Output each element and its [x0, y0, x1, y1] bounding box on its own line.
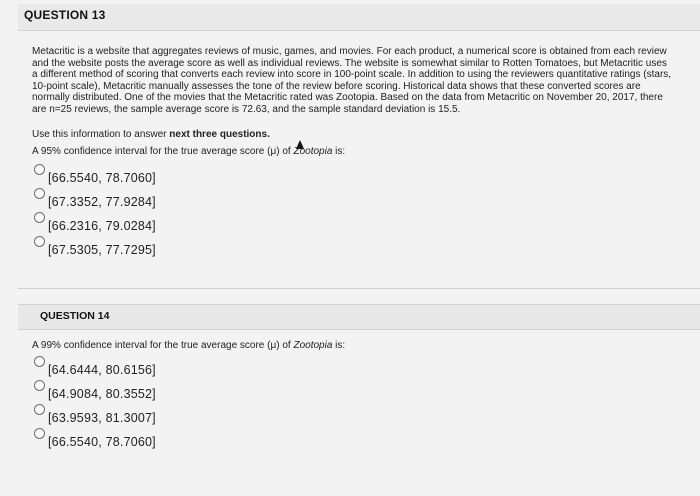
option-label[interactable]: [66.5540, 78.7060]	[48, 171, 156, 185]
radio-button-icon[interactable]	[34, 236, 45, 247]
option-label[interactable]: [63.9593, 81.3007]	[48, 411, 156, 425]
option-label[interactable]: [66.5540, 78.7060]	[48, 435, 156, 449]
question-14-title: QUESTION 14	[40, 310, 110, 322]
prompt-movie: Zootopia	[293, 340, 333, 351]
prompt-movie: Zootopia	[293, 146, 333, 157]
radio-button-icon[interactable]	[34, 428, 45, 439]
question-13-header	[18, 4, 700, 31]
question-13-text: Metacritic is a website that aggregates reviews of music, games, and movies. For each product, a numerical score is obtained from each review and the website posts the average score as well as individual reviews. The website is somewhat similar to Rotten Tomatoes, but Metacritic uses a different method of scoring that converts each review into score in 100-point scale. In addition to using the reviewers quantitative ratings (stars, 10-point scale), Metacritic manually assesses the tone of the review before scoring. Historical data shows that these converted scores are normally distributed. One of the movies that the Metacritic rated was Zootopia. Based on the data from Metacritic on November 20, 2017, there are n=25 reviews, the sample average score is 72.63, and the sample standard deviation is 15.5.	[32, 46, 672, 115]
question-13-paragraph	[32, 46, 672, 115]
question-divider	[18, 288, 700, 289]
prompt-suffix: is:	[332, 340, 346, 351]
prompt-text: A 95% confidence interval for the true average score (μ) of	[32, 146, 294, 157]
question-14-header	[18, 304, 700, 330]
instruction-text: Use this information to answer	[32, 129, 170, 140]
q14-option-3[interactable]	[34, 404, 334, 426]
q14-option-2[interactable]	[34, 380, 334, 402]
question-13-prompt	[32, 146, 345, 157]
option-label[interactable]: [67.5305, 77.7295]	[48, 243, 156, 257]
q13-option-2[interactable]	[34, 188, 334, 210]
radio-button-icon[interactable]	[34, 188, 45, 199]
instruction	[32, 128, 672, 141]
option-label[interactable]: [64.6444, 80.6156]	[48, 363, 156, 377]
q13-option-1[interactable]	[34, 164, 334, 186]
q13-option-3[interactable]	[34, 212, 334, 234]
radio-button-icon[interactable]	[34, 212, 45, 223]
radio-button-icon[interactable]	[34, 164, 45, 175]
question-14-prompt	[32, 340, 345, 351]
radio-button-icon[interactable]	[34, 356, 45, 367]
instruction-bold: next three questions.	[169, 129, 270, 140]
q14-option-1[interactable]	[34, 356, 334, 378]
option-label[interactable]: [67.3352, 77.9284]	[48, 195, 156, 209]
question-13-title: QUESTION 13	[24, 8, 106, 22]
radio-button-icon[interactable]	[34, 380, 45, 391]
prompt-suffix: is:	[332, 146, 346, 157]
q14-option-4[interactable]	[34, 428, 334, 450]
option-label[interactable]: [64.9084, 80.3552]	[48, 387, 156, 401]
radio-button-icon[interactable]	[34, 404, 45, 415]
q13-option-4[interactable]	[34, 236, 334, 258]
option-label[interactable]: [66.2316, 79.0284]	[48, 219, 156, 233]
prompt-text: A 99% confidence interval for the true average score (μ) of	[32, 340, 294, 351]
